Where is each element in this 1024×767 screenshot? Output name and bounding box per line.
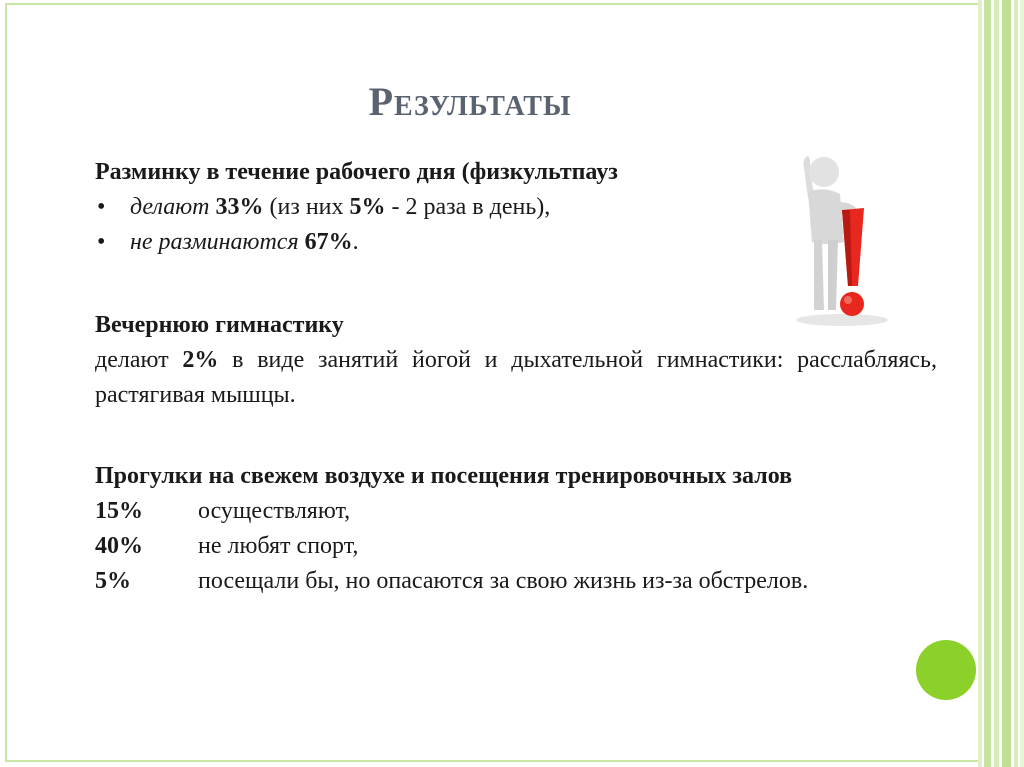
decorative-stripes <box>978 0 1024 767</box>
page-title: Результаты <box>368 79 572 124</box>
row-percent: 15% <box>95 498 143 524</box>
bullet-marker: • <box>97 194 106 220</box>
section3-heading: Прогулки на свежем воздухе и посещения тренировочных залов <box>95 463 793 489</box>
table-row <box>95 494 937 529</box>
bullet-text: делают 33% (из них 5% - 2 раза в день), <box>130 194 551 220</box>
row-percent: 5% <box>95 568 131 594</box>
decorative-green-circle <box>916 640 976 700</box>
section2-text: делают 2% в виде занятий йогой и дыхательной гимнастики: расслабляясь, растягивая мышцы. <box>95 347 937 408</box>
section1-heading: Разминку в течение рабочего дня (физкультпауз <box>95 159 618 185</box>
bullet-marker: • <box>97 229 106 255</box>
row-text: осуществляют, <box>198 498 351 524</box>
section2-heading: Вечернюю гимнастику <box>95 312 344 338</box>
table-row <box>95 564 937 599</box>
row-text: посещали бы, но опасаются за свою жизнь из-за обстрелов. <box>198 568 809 594</box>
table-row <box>95 529 937 564</box>
row-percent: 40% <box>95 533 143 559</box>
frame-top-border <box>5 3 980 5</box>
bullet-text: не разминаются 67%. <box>130 229 359 255</box>
person-with-exclamation-icon <box>778 150 898 330</box>
row-text: не любят спорт, <box>198 533 359 559</box>
frame-bottom-border <box>5 760 980 762</box>
